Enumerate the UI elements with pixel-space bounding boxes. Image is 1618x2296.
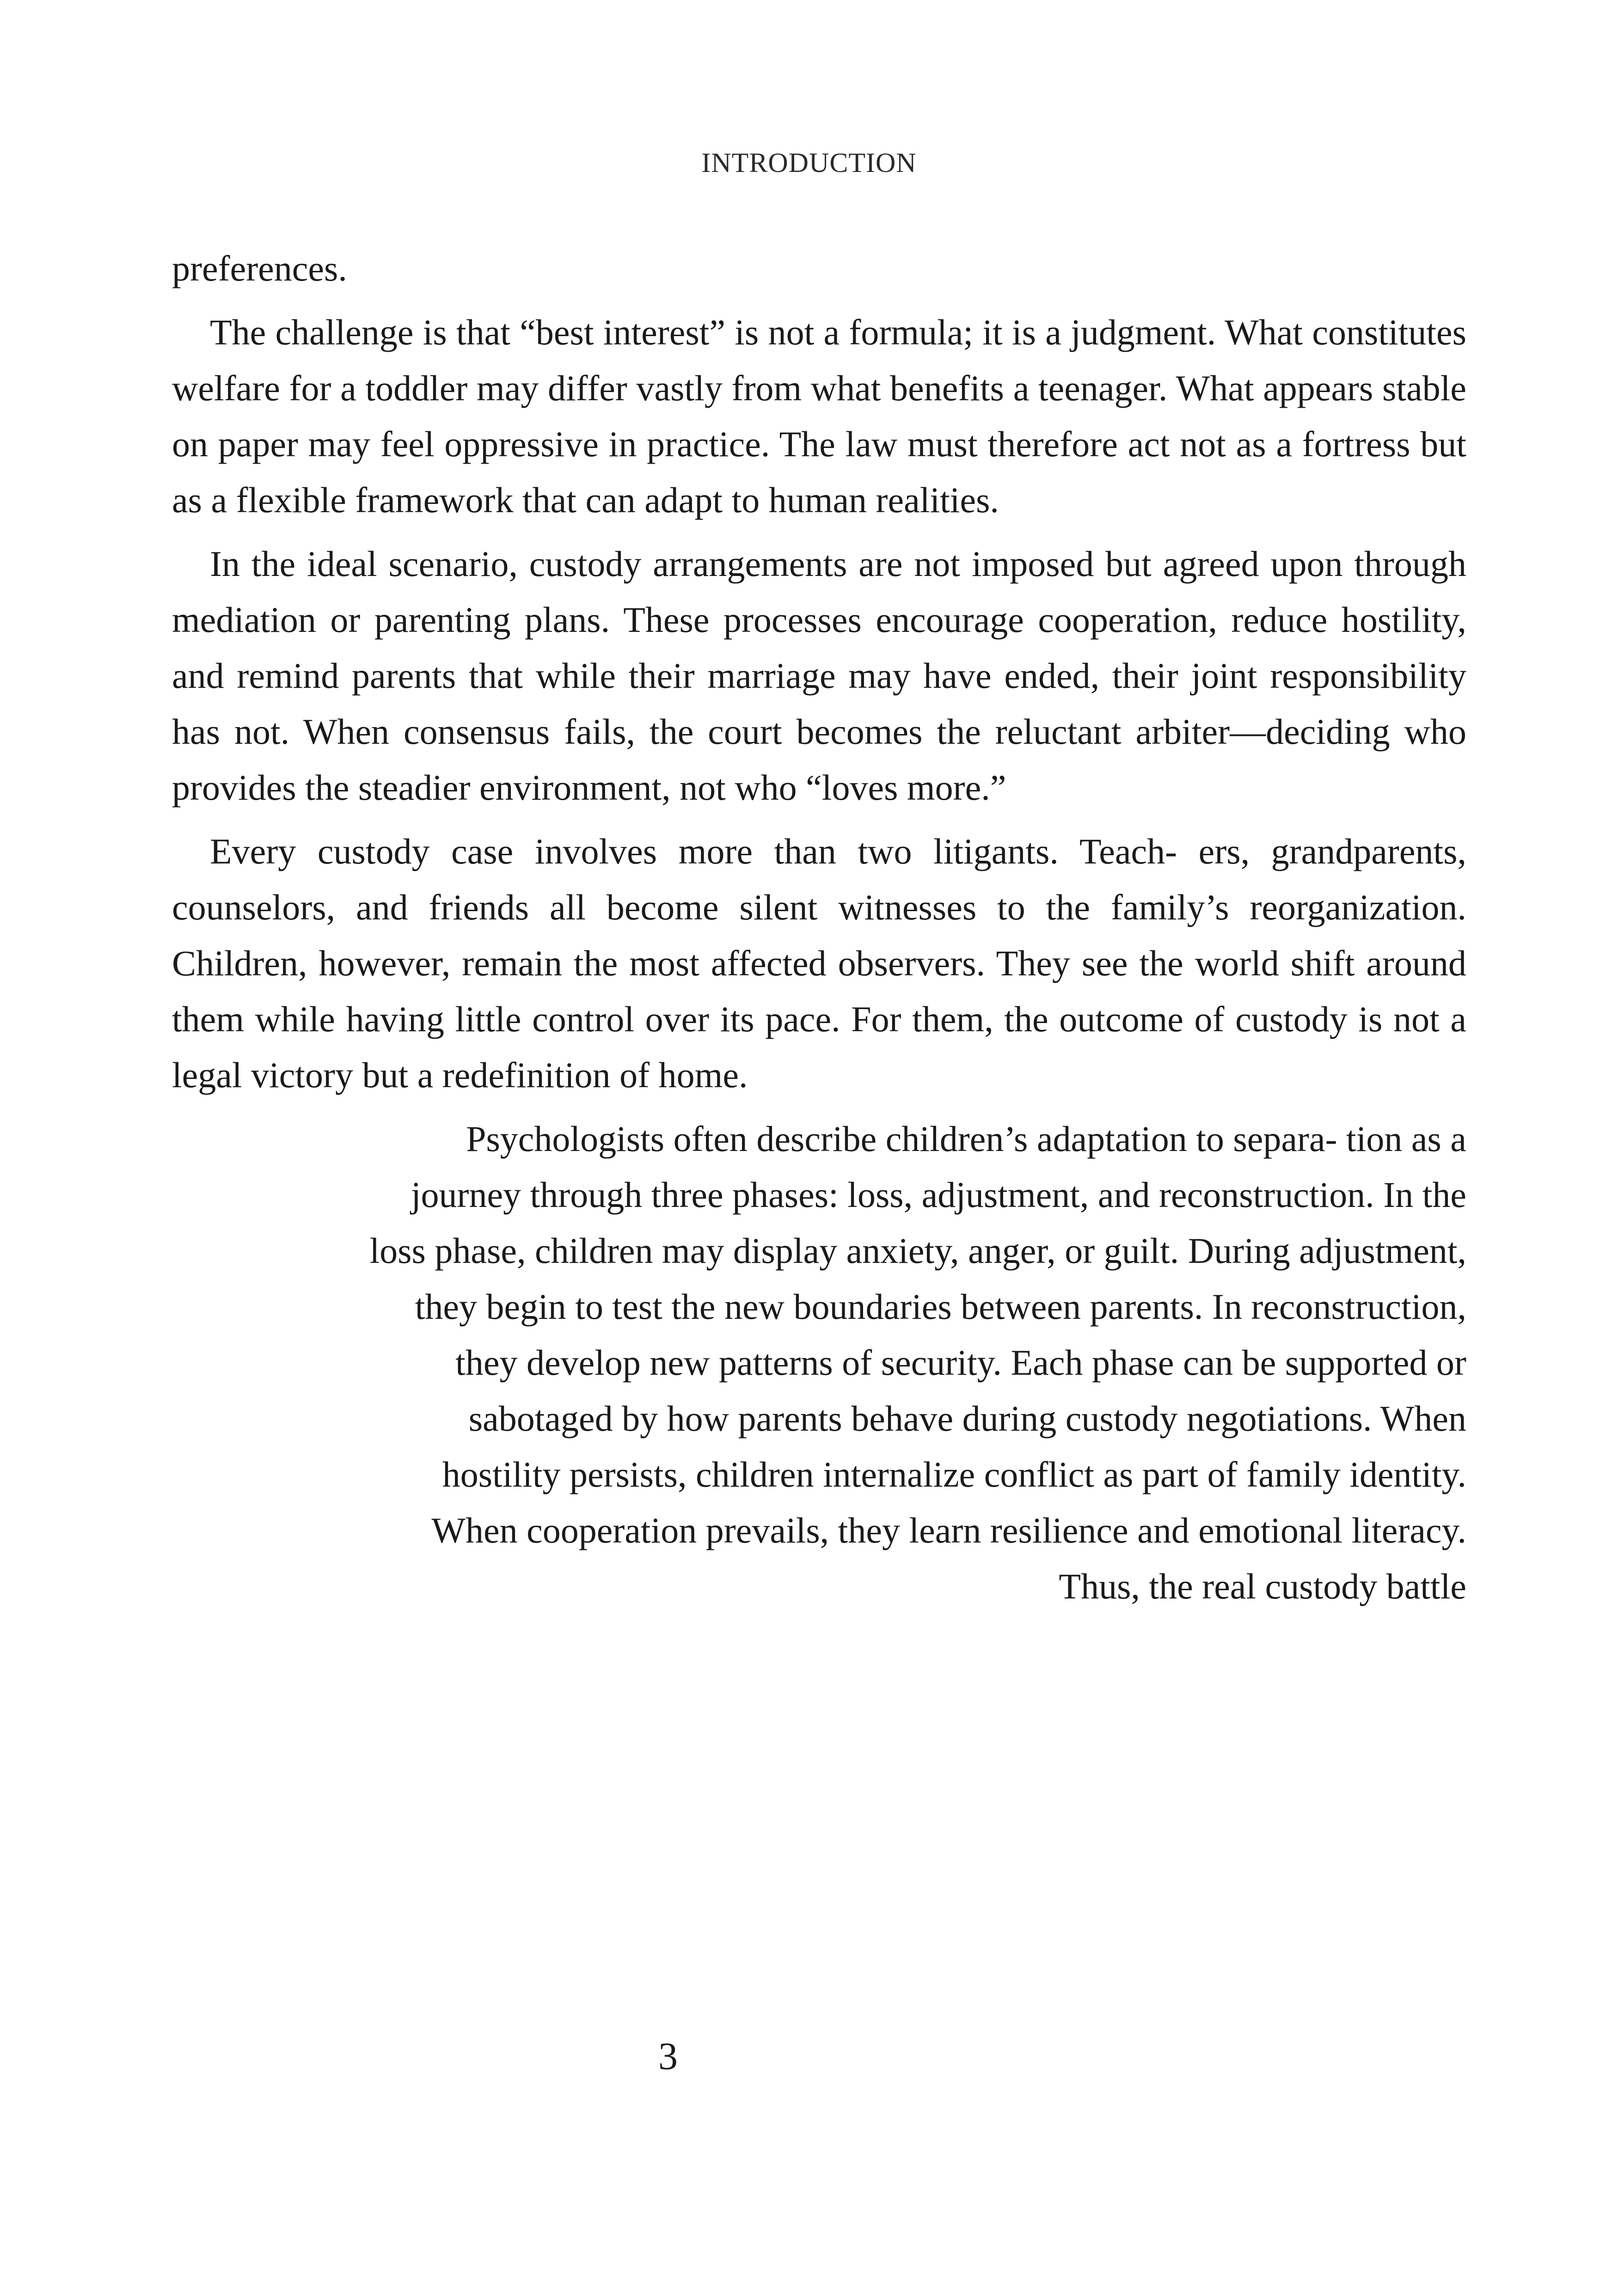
- paragraph-right-aligned: [172, 1111, 1466, 1614]
- text-line: When cooperation prevails, they learn resilience and emotional literacy.: [431, 1510, 1466, 1550]
- text-line: Psychologists often describe children’s adaptation to separa- tion as a: [466, 1119, 1466, 1159]
- paragraph: In the ideal scenario, custody arrangements are not imposed but agreed upon through mediation or parenting plans. These processes encourage cooperation, reduce hostility, and remind parents that while their marriage may have ended, their joint responsibility has not. When consensus fails, the court becomes the reluctant arbiter—deciding who provides the steadier environment, not who “loves more.”: [172, 544, 1466, 808]
- running-header: INTRODUCTION: [701, 147, 917, 178]
- text-line: loss phase, children may display anxiety, anger, or guilt. During adjustment,: [369, 1231, 1466, 1271]
- paragraph: The challenge is that “best interest” is not a formula; it is a judgment. What constitutes welfare for a toddler may differ vastly from what benefits a teenager. What appears stable on paper may feel oppressive in practice. The law must therefore act not as a fortress but as a flexible framework that can adapt to human realities.: [172, 312, 1466, 520]
- text-line: sabotaged by how parents behave during custody negotiations. When: [468, 1398, 1466, 1439]
- text-line: they begin to test the new boundaries between parents. In reconstruction,: [415, 1286, 1466, 1327]
- body-text: [172, 240, 1466, 1614]
- paragraph: Every custody case involves more than two litigants. Teach- ers, grandparents, counselors, and friends all become silent witnesses to the family’s reorganization. Children, however, remain the most affected observers. They see the world shift around them while having little control over its pace. For them, the outcome of custody is not a legal victory but a redefinition of home.: [172, 831, 1466, 1095]
- paragraph: preferences.: [172, 248, 347, 288]
- text-line: journey through three phases: loss, adjustment, and reconstruction. In the: [411, 1175, 1466, 1215]
- text-line: hostility persists, children internalize conflict as part of family identity.: [442, 1454, 1466, 1494]
- page-number: 3: [658, 2035, 678, 2078]
- text-line: Thus, the real custody battle: [1059, 1566, 1466, 1606]
- text-line: they develop new patterns of security. Each phase can be supported or: [455, 1342, 1466, 1383]
